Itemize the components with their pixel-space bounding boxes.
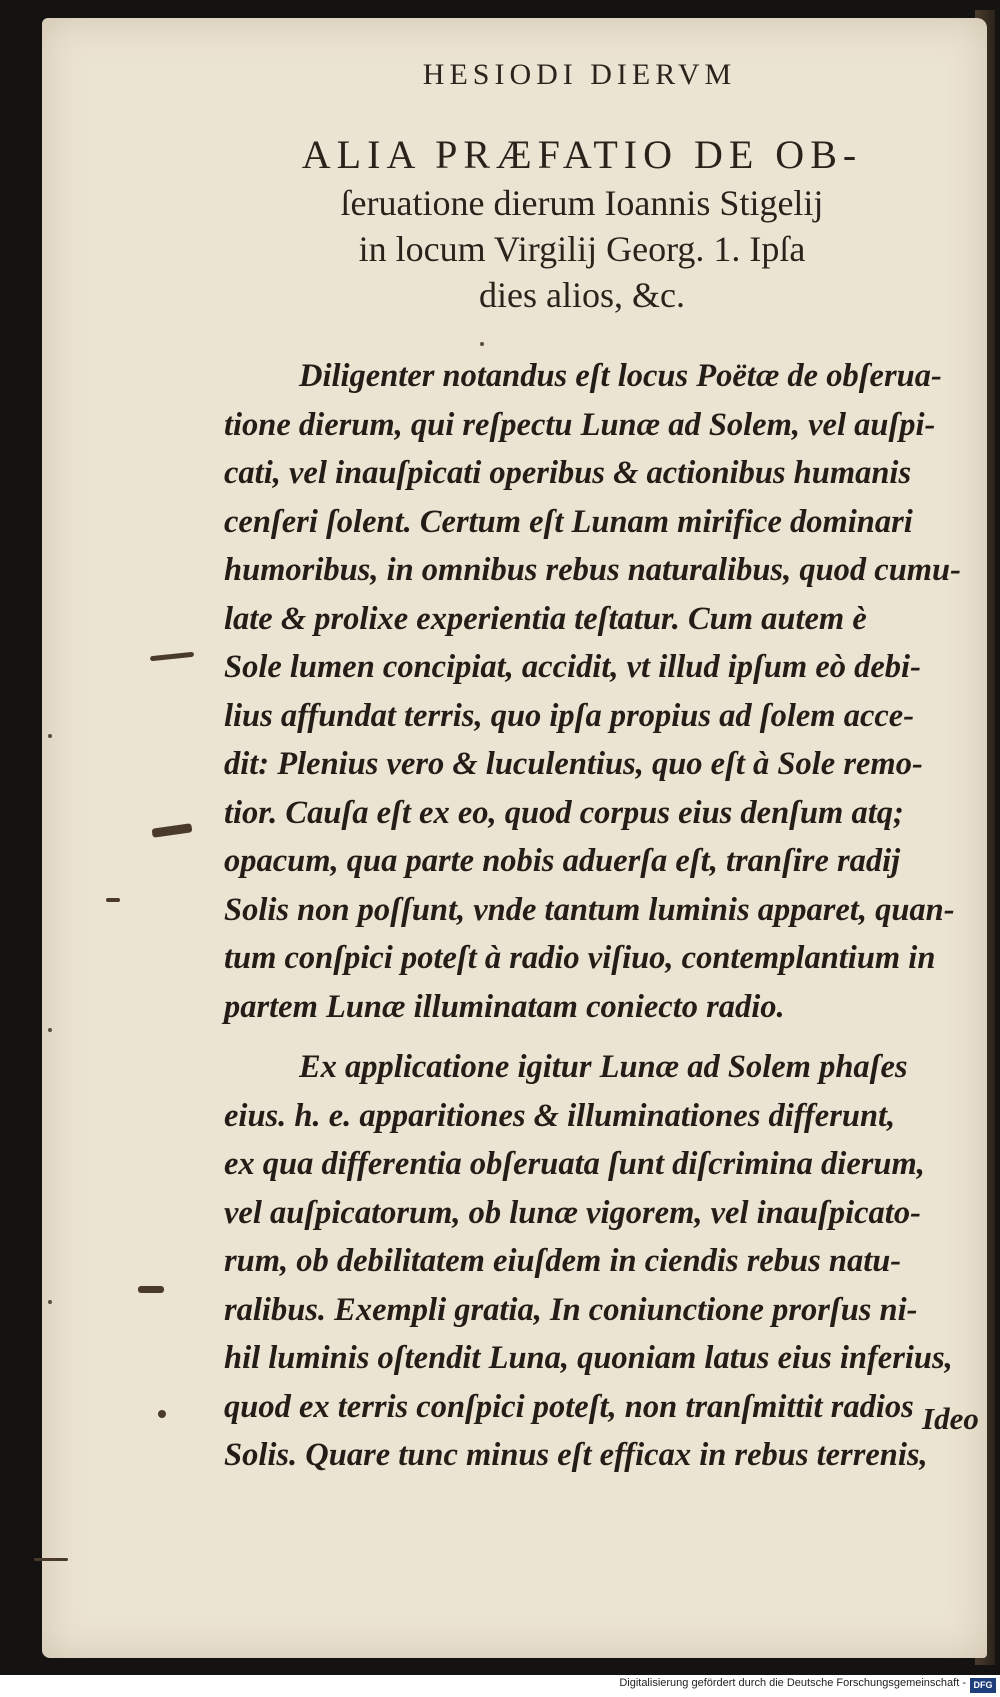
margin-dot	[48, 734, 52, 738]
text-line: dit: Plenius vero & luculentius, quo eſt à Sole remo-	[224, 746, 923, 782]
text-line: Sole lumen concipiat, accidit, vt illud ipſum eò debi-	[224, 649, 921, 685]
text-line: tum conſpici poteſt à radio viſiuo, contemplantium in	[224, 940, 936, 976]
text-line: ex qua differentia obſeruata ſunt diſcrimina dierum,	[224, 1146, 925, 1182]
section-title	[202, 130, 962, 318]
paragraph-2	[224, 1043, 964, 1480]
margin-ink-mark	[34, 1558, 68, 1561]
margin-ink-mark	[138, 1286, 164, 1293]
margin-dot	[48, 1300, 52, 1304]
text-line: lius affundat terris, quo ipſa propius ad ſolem acce-	[224, 697, 915, 734]
catchword: Ideo	[922, 1401, 979, 1436]
title-line: ſeruatione dierum Ioannis Stigelij	[340, 183, 824, 223]
margin-ink-mark	[158, 1410, 166, 1418]
text-line: tione dierum, qui reſpectu Lunæ ad Solem, vel auſpi-	[224, 406, 936, 443]
margin-ink-mark	[106, 898, 120, 902]
funding-notice: Digitalisierung gefördert durch die Deutsche Forschungsgemeinschaft -	[619, 1677, 966, 1689]
text-line: tior. Cauſa eſt ex eo, quod corpus eius denſum atq;	[224, 794, 904, 831]
title-line: dies alios, &c.	[479, 275, 685, 315]
paragraph-1	[224, 352, 964, 1031]
margin-dot	[480, 342, 484, 346]
text-line: ralibus. Exempli gratia, In coniunctione prorſus ni-	[224, 1291, 918, 1328]
text-line: cati, vel inauſpicati operibus & actionibus humanis	[224, 455, 912, 491]
margin-ink-mark	[152, 823, 193, 837]
title-line: in locum Virgilij Georg. 1. Ipſa	[358, 229, 806, 269]
margin-ink-mark	[150, 652, 194, 662]
text-line: Solis. Quare tunc minus eſt efficax in rebus terrenis,	[224, 1437, 928, 1473]
text-line: humoribus, in omnibus rebus naturalibus, quod cumu-	[224, 552, 961, 588]
text-line: cenſeri ſolent. Certum eſt Lunam mirifice dominari	[224, 503, 913, 540]
text-line: eius. h. e. apparitiones & illuminationes differunt,	[224, 1097, 896, 1134]
text-line: partem Lunæ illuminatam coniecto radio.	[224, 988, 785, 1025]
text-line: hil luminis oſtendit Luna, quoniam latus eius inferius,	[224, 1340, 953, 1376]
text-line: opacum, qua parte nobis aduerſa eſt, tranſire radij	[224, 843, 901, 879]
text-line: late & prolixe experientia teſtatur. Cum autem è	[224, 600, 867, 637]
text-line: rum, ob debilitatem eiuſdem in ciendis rebus natu-	[224, 1243, 902, 1279]
footer-bar	[0, 1675, 1000, 1697]
margin-dot	[48, 1028, 52, 1032]
text-line: Solis non poſſunt, vnde tantum luminis apparet, quan-	[224, 891, 955, 928]
text-line: vel auſpicatorum, ob lunæ vigorem, vel inauſpicato-	[224, 1194, 921, 1231]
text-line: Diligenter notandus eſt locus Poëtæ de obſerua-	[299, 358, 942, 394]
text-line: Ex applicatione igitur Lunæ ad Solem phaſes	[299, 1049, 908, 1085]
running-head: HESIODI DIERVM	[422, 58, 737, 91]
dfg-logo: DFG	[970, 1678, 996, 1693]
title-line: ALIA PRÆFATIO DE OB-	[301, 132, 863, 177]
text-line: quod ex terris conſpici poteſt, non tranſmittit radios	[224, 1388, 914, 1425]
body-text	[224, 352, 964, 1480]
